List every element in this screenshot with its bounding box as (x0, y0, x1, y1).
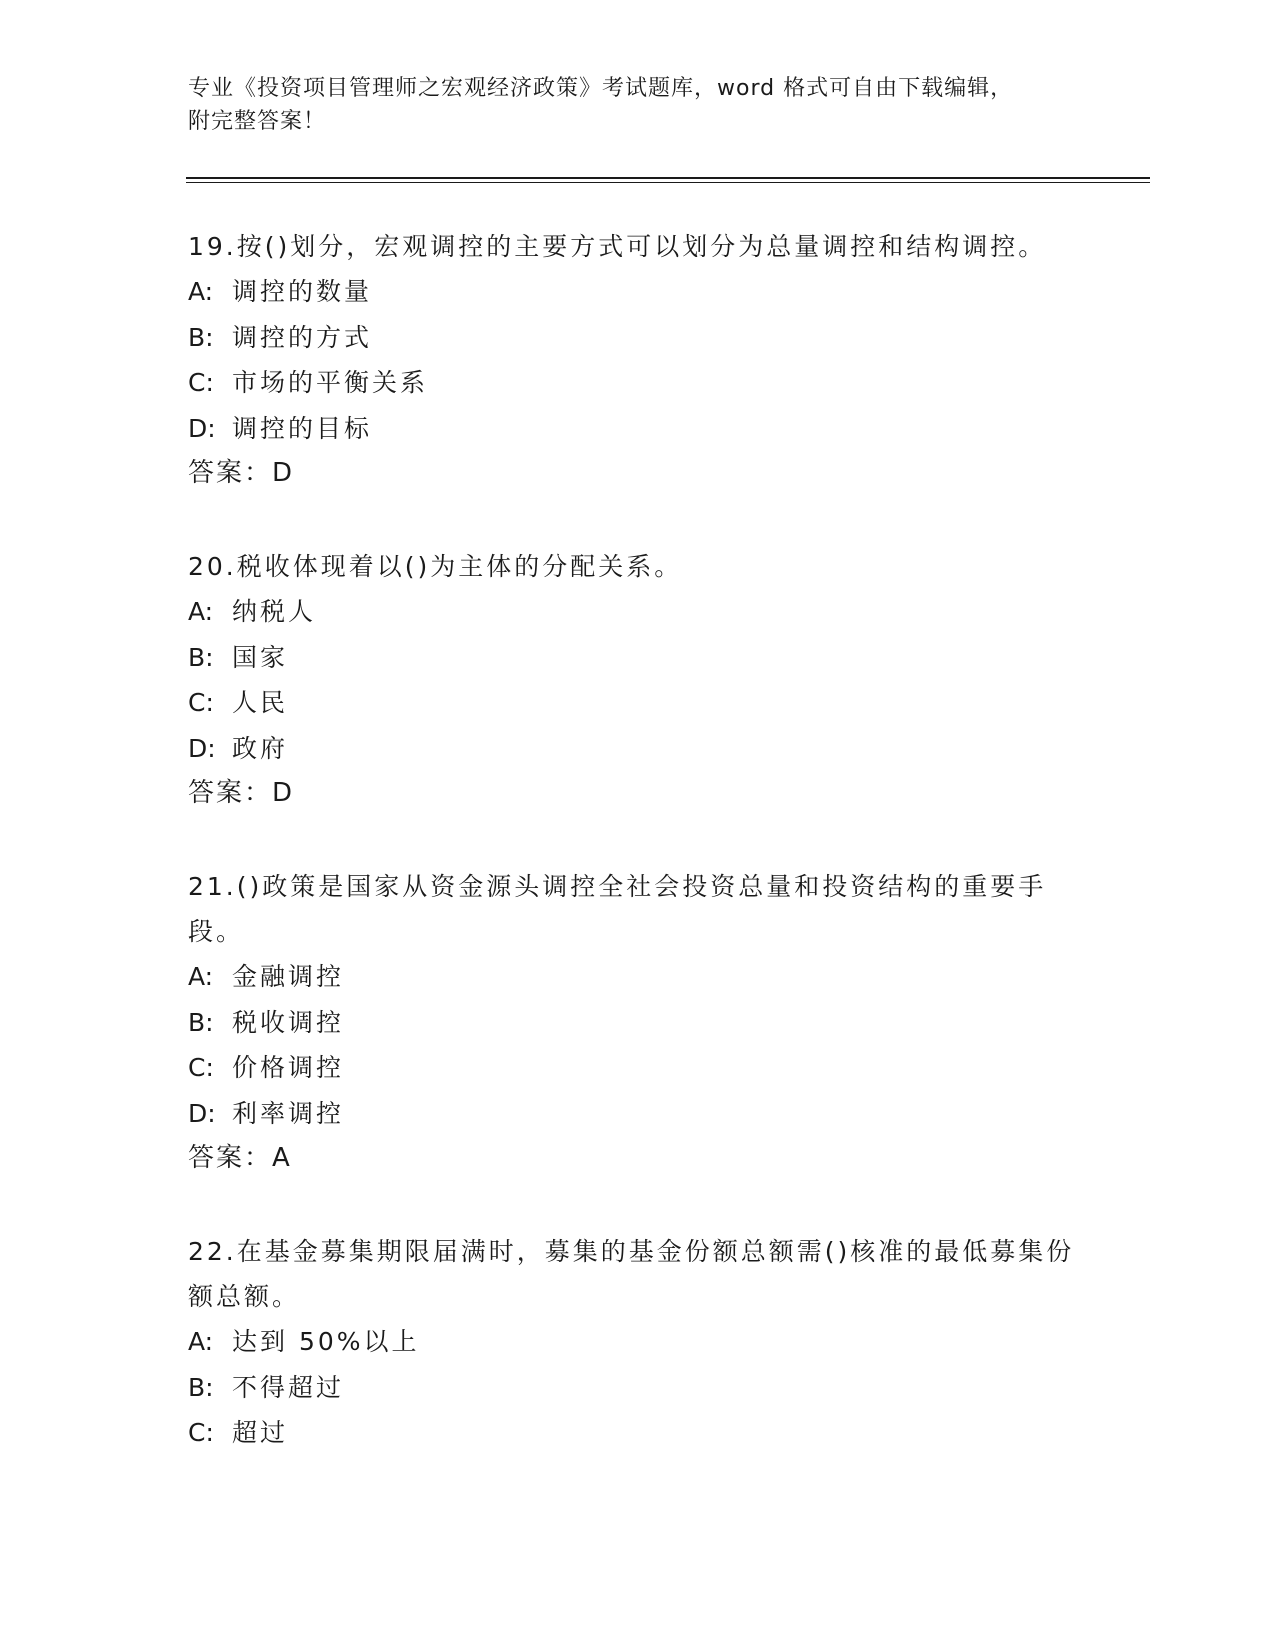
option-a (188, 589, 1088, 635)
option-text: 市场的平衡关系 (232, 368, 429, 397)
option-letter: A: (188, 277, 214, 306)
option-text: 金融调控 (232, 962, 345, 991)
option-d (188, 1091, 1088, 1137)
answer (188, 451, 1088, 496)
option-text: 政府 (232, 733, 289, 763)
answer-label: 答案： (188, 1143, 273, 1173)
option-letter: A: (188, 597, 214, 626)
question-22 (188, 1229, 1088, 1456)
option-a (188, 1319, 1088, 1365)
question-stem: 19.按()划分，宏观调控的主要方式可以划分为总量调控和结构调控。 (188, 232, 1047, 261)
option-letter: C: (188, 368, 214, 397)
option-letter: B: (188, 1007, 214, 1037)
option-c (188, 1410, 1088, 1456)
option-text: 调控的方式 (232, 322, 373, 352)
option-letter: A: (188, 962, 214, 991)
option-letter: D: (188, 733, 216, 763)
option-b (188, 1365, 1088, 1411)
option-text: 调控的数量 (232, 277, 373, 306)
option-text: 调控的目标 (232, 413, 373, 443)
option-text: 税收调控 (232, 1007, 345, 1037)
option-letter: B: (188, 642, 214, 672)
option-text: 价格调控 (232, 1053, 345, 1082)
option-letter: C: (188, 688, 214, 717)
option-letter: C: (188, 1418, 214, 1447)
option-text: 达到 50%以上 (232, 1327, 420, 1356)
option-b (188, 635, 1088, 681)
answer-label: 答案： (188, 458, 273, 488)
option-letter: D: (188, 413, 216, 443)
option-text: 纳税人 (232, 597, 317, 626)
option-letter: B: (188, 322, 214, 352)
header-line-1: 专业《投资项目管理师之宏观经济政策》考试题库，word 格式可自由下载编辑， (188, 76, 1014, 101)
question-stem: 21.()政策是国家从资金源头调控全社会投资总量和投资结构的重要手段。 (188, 872, 1047, 946)
option-letter: D: (188, 1098, 216, 1128)
document-header (188, 72, 1068, 138)
header-line-2: 附完整答案！ (188, 109, 327, 134)
option-c (188, 360, 1088, 406)
answer-label: 答案： (188, 778, 273, 808)
option-c (188, 1045, 1088, 1091)
question-stem: 20.税收体现着以()为主体的分配关系。 (188, 552, 683, 581)
question-stem: 22.在基金募集期限届满时，募集的基金份额总额需()核准的最低募集份额总额。 (188, 1237, 1075, 1311)
option-a (188, 269, 1088, 315)
option-a (188, 954, 1088, 1000)
option-text: 不得超过 (232, 1372, 345, 1402)
header-divider-thick (186, 177, 1150, 179)
option-b (188, 315, 1088, 361)
option-text: 国家 (232, 642, 289, 672)
option-text: 利率调控 (232, 1098, 345, 1128)
question-21 (188, 864, 1088, 1181)
option-text: 超过 (232, 1418, 289, 1447)
answer-value: D (272, 778, 294, 808)
option-c (188, 680, 1088, 726)
option-b (188, 1000, 1088, 1046)
question-20 (188, 544, 1088, 816)
answer-value: D (272, 458, 294, 488)
option-letter: A: (188, 1327, 214, 1356)
answer (188, 771, 1088, 816)
header-divider-thin (186, 182, 1150, 183)
option-d (188, 406, 1088, 452)
option-letter: B: (188, 1372, 214, 1402)
option-letter: C: (188, 1053, 214, 1082)
answer-value: A (272, 1143, 291, 1173)
answer (188, 1136, 1088, 1181)
option-d (188, 726, 1088, 772)
option-text: 人民 (232, 688, 289, 717)
question-19 (188, 224, 1088, 496)
